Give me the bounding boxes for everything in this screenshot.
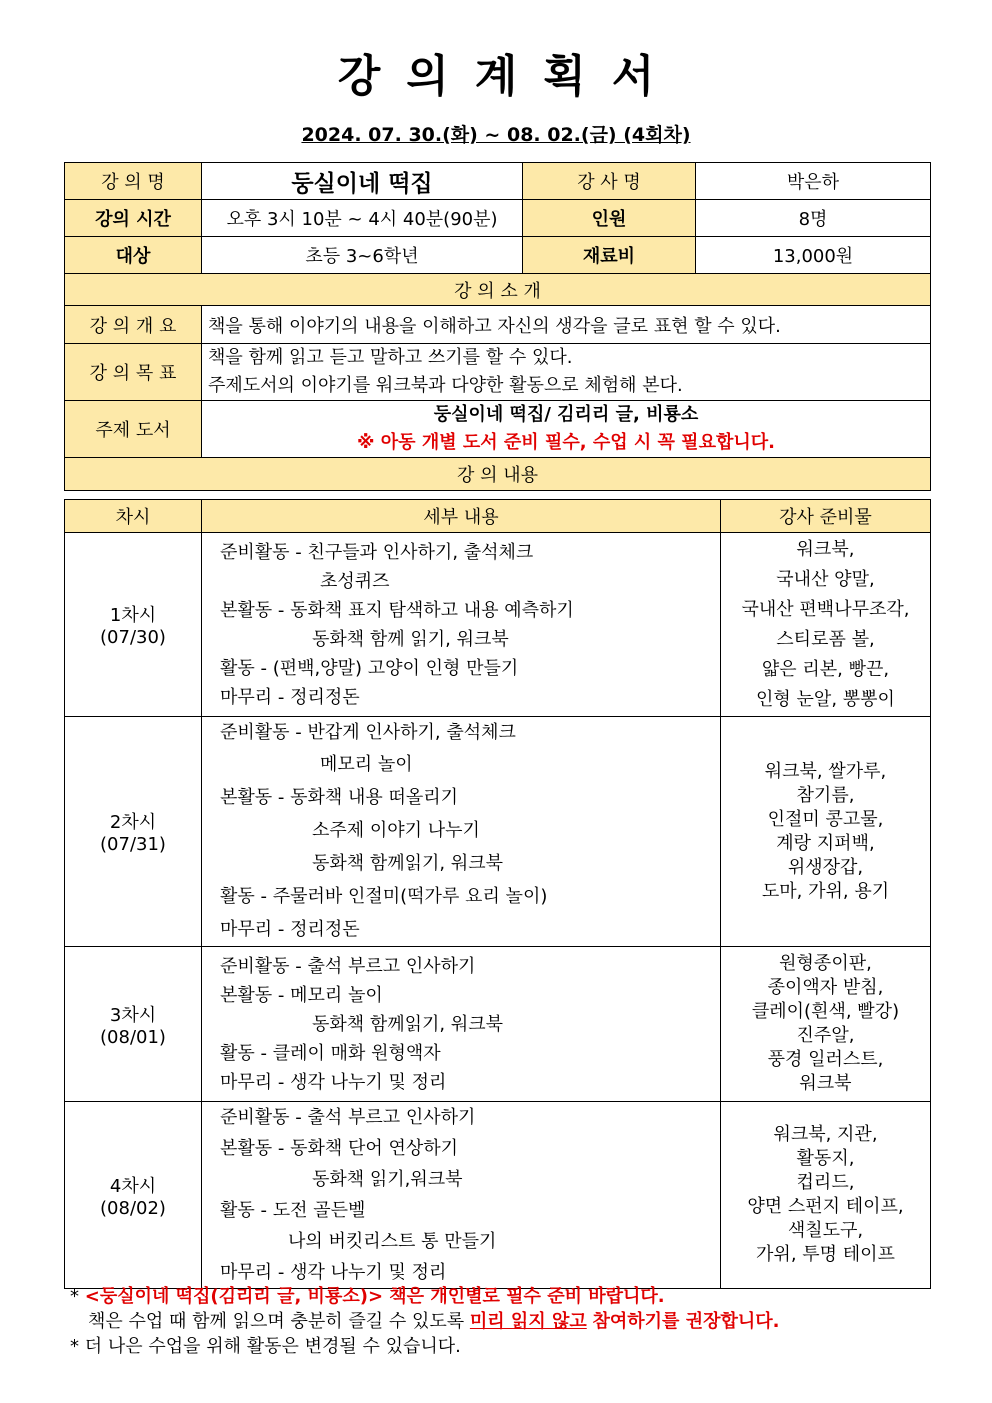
material-line: 풍경 일러스트, [767,1049,884,1070]
goal-text [202,344,931,401]
detail-line: 활동 - 주물러바 인절미(떡가루 요리 놀이) [220,886,548,907]
course-value: 둥실이네 떡집 [202,163,523,200]
fee-label: 재료비 [523,237,696,274]
detail-line: 활동 - 도전 골든벨 [220,1200,366,1221]
session-name: 1차시 [109,605,157,626]
material-line: 인형 눈알, 뽕뽕이 [756,688,895,710]
course-label: 강 의 명 [65,163,202,200]
note-line-1 [70,1284,779,1309]
detail-line: 본활동 - 메모리 놀이 [220,984,383,1006]
detail-line: 동화책 함께읽기, 워크북 [312,853,504,874]
material-line: 워크북, 지관, [773,1124,878,1145]
session-date: (07/30) [100,627,166,648]
material-line: 컵리드, [796,1172,855,1193]
detail-line: 마무리 - 생각 나누기 및 정리 [220,1071,447,1093]
capacity-label: 인원 [523,200,696,237]
overview-text: 책을 통해 이야기의 내용을 이해하고 자신의 생각을 글로 표현 할 수 있다. [202,306,931,344]
session-details [202,717,721,947]
fee-value: 13,000원 [696,237,931,274]
session-details [202,1102,721,1289]
detail-line: 마무리 - 생각 나누기 및 정리 [220,1262,447,1283]
content-section-label: 강 의 내용 [65,458,931,491]
target-label: 대상 [65,237,202,274]
material-line: 인절미 콩고물, [767,808,884,830]
book-notice: ※ 아동 개별 도서 준비 필수, 수업 시 꼭 필요합니다. [357,432,775,453]
session-name: 2차시 [109,812,157,833]
detail-line: 준비활동 - 출석 부르고 인사하기 [220,1107,476,1128]
note-read-prefix: 책은 수업 때 함께 읽으며 충분히 즐길 수 있도록 [88,1311,465,1332]
overview-label: 강 의 개 요 [65,306,202,344]
note-read-underlined: 미리 읽지 않고 [469,1311,587,1332]
goal-line: 책을 함께 읽고 듣고 말하고 쓰기를 할 수 있다. [208,347,573,368]
page-title: 강의계획서 [337,51,681,102]
detail-line: 마무리 - 정리정돈 [220,919,360,940]
book-label: 주제 도서 [65,401,202,458]
capacity-value: 8명 [696,200,931,237]
detail-line: 활동 - 클레이 매화 원형액자 [220,1042,441,1064]
date-range [0,120,992,147]
material-line: 종이액자 받침, [767,977,884,998]
schedule-table [64,499,931,1289]
note-line-3: * 더 나은 수업을 위해 활동은 변경될 수 있습니다. [70,1336,461,1357]
material-line: 도마, 가위, 용기 [761,880,890,902]
session-name: 3차시 [109,1004,157,1026]
book-cell [202,401,931,458]
detail-line: 본활동 - 동화책 표지 탐색하고 내용 예측하기 [220,599,574,621]
detail-line: 메모리 놀이 [320,754,413,775]
material-line: 워크북 [799,1073,852,1094]
material-line: 원형종이판, [779,953,872,974]
session-cell [65,947,202,1102]
material-line: 클레이(흰색, 빨강) [751,1001,900,1022]
detail-line: 본활동 - 동화책 단어 연상하기 [220,1138,459,1159]
intro-section-label: 강 의 소 개 [65,274,931,306]
material-line: 국내산 편백나무조각, [741,598,910,620]
session-date: (08/02) [100,1197,166,1219]
detail-line: 동화책 함께읽기, 워크북 [312,1013,504,1035]
info-table [64,162,931,491]
session-cell [65,1102,202,1289]
notes [70,1284,779,1359]
session-cell [65,717,202,947]
goal-line: 주제도서의 이야기를 워크북과 다양한 활동으로 체험해 본다. [208,375,683,396]
col-header-session: 차시 [65,500,202,533]
session-name: 4차시 [109,1175,157,1197]
date-text: 2024. 07. 30.(화) ~ 08. 02.(금) (4회차) [301,124,691,146]
session-materials [721,1102,931,1289]
material-line: 워크북, [796,538,855,560]
material-line: 색칠도구, [787,1220,864,1241]
time-value: 오후 3시 10분 ~ 4시 40분(90분) [202,200,523,237]
session-materials [721,717,931,947]
session-date: (08/01) [100,1026,166,1048]
table-row [65,533,931,717]
detail-line: 마무리 - 정리정돈 [220,686,360,708]
session-details [202,947,721,1102]
detail-line: 나의 버킷리스트 통 만들기 [288,1231,497,1252]
detail-line: 준비활동 - 출석 부르고 인사하기 [220,955,476,977]
note-book-required: <둥실이네 떡집(김리리 글, 비룡소)> 책은 개인별로 필수 준비 바랍니다. [84,1286,665,1307]
material-line: 활동지, [796,1148,855,1169]
detail-line: 준비활동 - 반갑게 인사하기, 출석체크 [220,722,516,743]
session-materials [721,947,931,1102]
goal-label: 강 의 목 표 [65,344,202,401]
material-line: 국내산 양말, [776,568,875,590]
note-read-suffix: 참여하기를 권장합니다. [592,1311,780,1332]
material-line: 위생장갑, [787,856,864,878]
material-line: 워크북, 쌀가루, [764,760,887,782]
time-label: 강의 시간 [65,200,202,237]
material-line: 얇은 리본, 빵끈, [761,658,890,680]
material-line: 가위, 투명 테이프 [756,1244,895,1265]
material-line: 참기름, [796,784,855,806]
material-line: 스티로폼 볼, [776,628,875,650]
session-materials [721,533,931,717]
note-star: * [70,1286,79,1307]
detail-line: 초성퀴즈 [320,570,390,592]
session-details [202,533,721,717]
detail-line: 동화책 읽기,워크북 [312,1169,463,1190]
target-value: 초등 3~6학년 [202,237,523,274]
material-line: 양면 스펀지 테이프, [747,1196,904,1217]
session-date: (07/31) [100,834,166,855]
table-row [65,717,931,947]
detail-line: 동화책 함께 읽기, 워크북 [312,628,509,650]
detail-line: 소주제 이야기 나누기 [312,820,480,841]
material-line: 진주알, [796,1025,855,1046]
book-title: 둥실이네 떡집/ 김리리 글, 비룡소 [433,404,699,425]
table-row [65,947,931,1102]
table-row [65,1102,931,1289]
detail-line: 본활동 - 동화책 내용 떠올리기 [220,787,459,808]
col-header-materials: 강사 준비물 [721,500,931,533]
instructor-label: 강 사 명 [523,163,696,200]
detail-line: 활동 - (편백,양말) 고양이 인형 만들기 [220,657,519,679]
instructor-value: 박은하 [696,163,931,200]
col-header-details: 세부 내용 [202,500,721,533]
session-cell [65,533,202,717]
note-line-2 [70,1309,779,1334]
material-line: 계랑 지퍼백, [776,832,875,854]
detail-line: 준비활동 - 친구들과 인사하기, 출석체크 [220,541,534,563]
